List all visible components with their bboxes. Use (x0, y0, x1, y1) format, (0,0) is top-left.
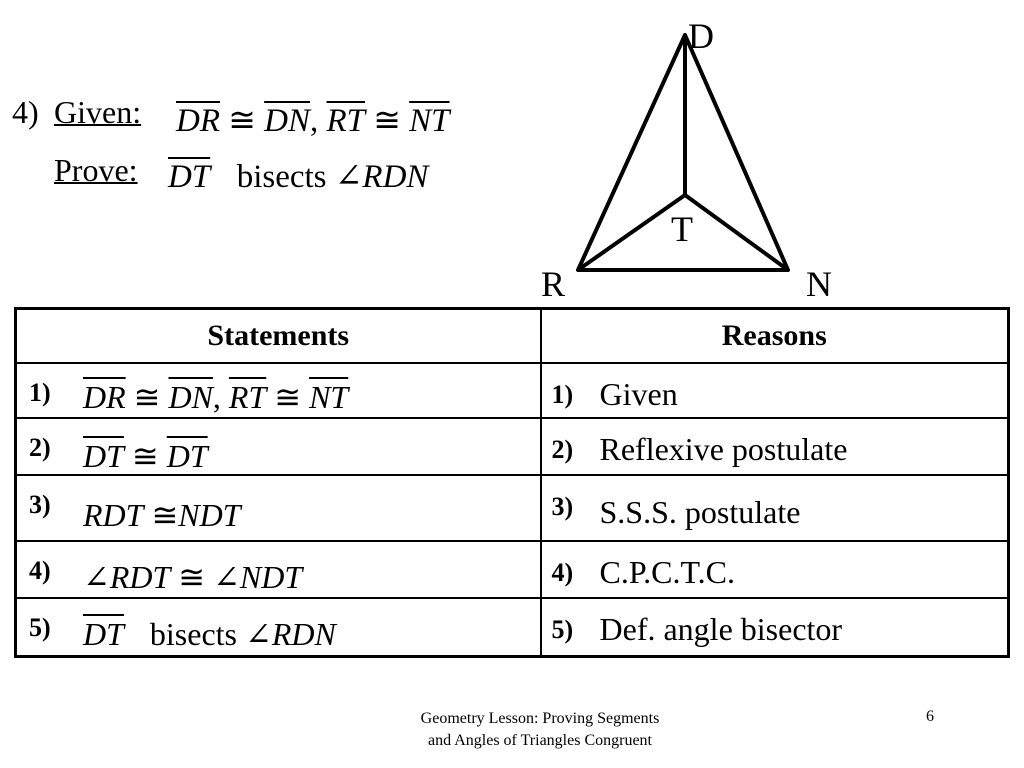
statement-cell (16, 475, 541, 541)
segment-dt: $\overline{DT}$ (166, 438, 208, 474)
prove-label: Prove: (54, 152, 138, 188)
angle-rdt: RDT (109, 559, 171, 595)
slide-number: 6 (926, 708, 934, 725)
reason-number: 5) (551, 615, 574, 644)
footer-caption (384, 708, 696, 752)
reason-text: Reflexive postulate (599, 431, 848, 467)
statement-text (83, 496, 241, 534)
table-row (16, 475, 1009, 541)
reason-text: Given (599, 376, 678, 412)
header-statements: Statements (16, 309, 541, 364)
congruent-symbol: ≅ (151, 497, 179, 533)
triangle-rdt: RDT (83, 497, 144, 533)
table-row (16, 541, 1009, 598)
statement-cell (16, 418, 541, 475)
given-statement (176, 100, 450, 140)
statement-number: 2) (29, 433, 51, 462)
bisects-word: bisects (236, 159, 327, 195)
angle-symbol: ∠ (245, 616, 272, 652)
table-row (16, 363, 1009, 418)
reason-cell (541, 475, 1009, 541)
segment-nt: $\overline{NT}$ (309, 379, 349, 415)
comma: , (212, 379, 221, 415)
congruent-symbol: ≅ (274, 379, 302, 415)
angle-symbol: ∠ (83, 559, 110, 595)
angle-ndt: NDT (239, 559, 303, 595)
reason-number: 3) (551, 492, 574, 521)
segment-dt: $\overline{DT}$ (83, 616, 124, 652)
segment-dn: $\overline{DN}$ (168, 379, 213, 415)
vertex-label-t: T (671, 209, 693, 249)
segment-dt: $\overline{DT}$ (168, 159, 211, 195)
statement-text (83, 558, 302, 596)
reason-text: C.P.C.T.C. (599, 554, 735, 590)
vertex-label-n: N (806, 264, 832, 304)
triangle-ndt: NDT (178, 497, 241, 533)
statement-text (83, 437, 208, 475)
bisects-word: bisects (149, 616, 237, 652)
header-reasons: Reasons (541, 309, 1009, 364)
statement-text (83, 378, 348, 416)
angle-symbol: ∠ (213, 559, 240, 595)
statement-number: 4) (29, 556, 51, 585)
segment-nt: $\overline{NT}$ (409, 103, 450, 139)
statement-cell (16, 363, 541, 418)
problem-number: 4) (12, 94, 39, 130)
table-header-row (16, 309, 1009, 364)
segment-rt: $\overline{RT}$ (326, 103, 366, 139)
proof-table (14, 307, 1010, 658)
congruent-symbol: ≅ (373, 103, 401, 139)
reason-cell (541, 363, 1009, 418)
comma: , (310, 103, 319, 139)
congruent-symbol: ≅ (131, 438, 159, 474)
table-row (16, 598, 1009, 656)
reason-text: S.S.S. postulate (599, 494, 801, 530)
reason-text: Def. angle bisector (599, 611, 843, 647)
reason-number: 2) (551, 435, 574, 464)
congruent-symbol: ≅ (133, 379, 161, 415)
reason-number: 4) (551, 558, 574, 587)
statement-number: 1) (29, 378, 51, 407)
prove-statement (168, 156, 428, 196)
segment-dn: $\overline{DN}$ (264, 103, 310, 139)
statement-cell (16, 541, 541, 598)
segment-rt: $\overline{RT}$ (228, 379, 267, 415)
angle-rdn: RDN (362, 159, 429, 195)
reason-number: 1) (551, 380, 574, 409)
angle-symbol: ∠ (334, 159, 363, 195)
statement-number: 3) (29, 490, 51, 519)
triangle-diagram (530, 10, 850, 310)
segment-dt: $\overline{DT}$ (83, 438, 124, 474)
statement-text (83, 615, 336, 653)
congruent-symbol: ≅ (228, 103, 256, 139)
statement-number: 5) (29, 613, 51, 642)
angle-rdn: RDN (271, 616, 336, 652)
given-label: Given: (54, 94, 142, 130)
vertex-label-r: R (541, 264, 566, 304)
reason-cell (541, 418, 1009, 475)
vertex-label-d: D (688, 16, 714, 56)
statement-cell (16, 598, 541, 656)
segment-dr: $\overline{DR}$ (83, 379, 126, 415)
reason-cell (541, 598, 1009, 656)
footer-caption-line-1: Geometry Lesson: Proving Segments (420, 710, 660, 727)
segment-dr: $\overline{DR}$ (176, 103, 220, 139)
table-row (16, 418, 1009, 475)
footer-caption-line-2: and Angles of Triangles Congruent (428, 732, 652, 749)
reason-cell (541, 541, 1009, 598)
congruent-symbol: ≅ (178, 559, 206, 595)
